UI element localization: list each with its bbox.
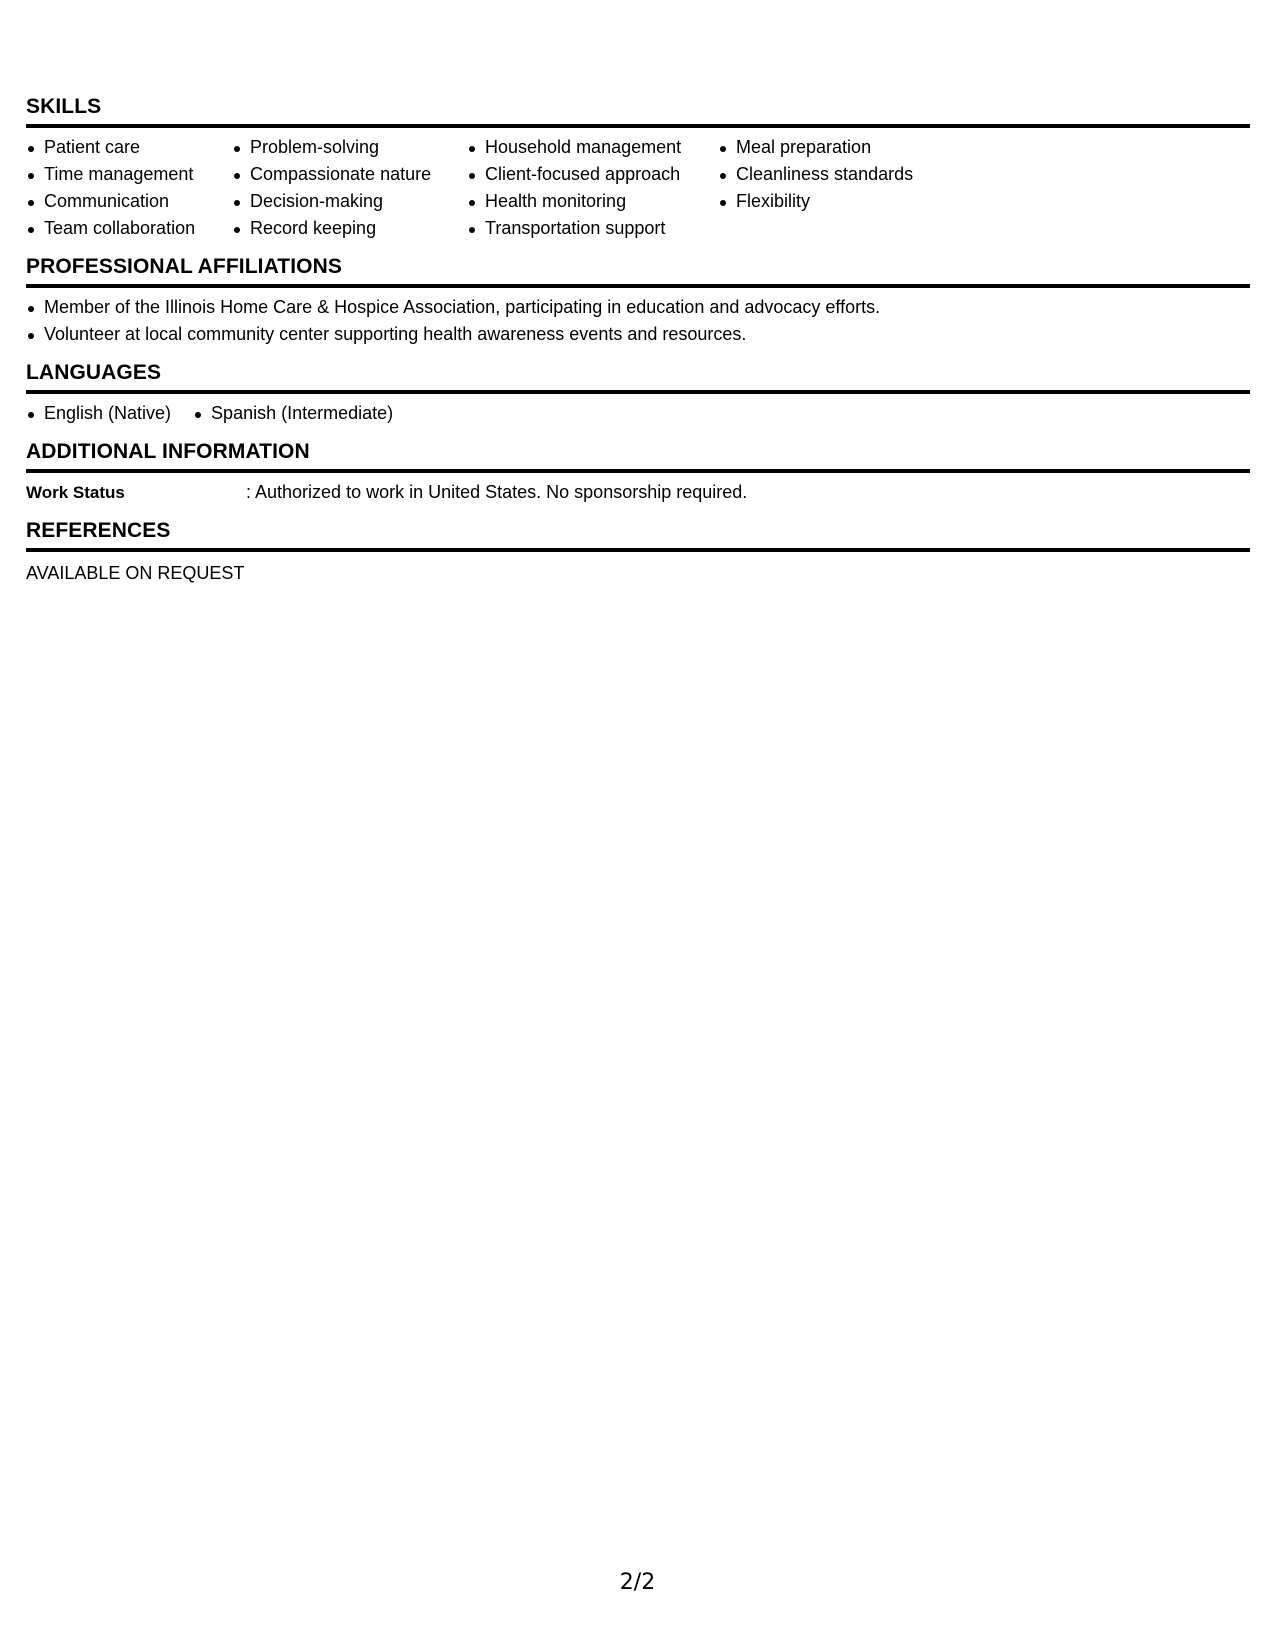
skill-item: Flexibility bbox=[718, 188, 978, 215]
skills-section bbox=[26, 92, 1250, 242]
skill-item: Decision-making bbox=[232, 188, 467, 215]
languages-list bbox=[26, 400, 1250, 427]
languages-section bbox=[26, 358, 1250, 427]
skills-column-3 bbox=[467, 134, 718, 242]
additional-info-section bbox=[26, 437, 1250, 506]
references-section bbox=[26, 516, 1250, 587]
skill-item: Communication bbox=[26, 188, 232, 215]
references-heading: REFERENCES bbox=[26, 516, 1250, 552]
skills-grid bbox=[26, 134, 1250, 242]
skill-item: Transportation support bbox=[467, 215, 718, 242]
page-number: 2/2 bbox=[619, 1570, 656, 1595]
references-text: AVAILABLE ON REQUEST bbox=[26, 563, 245, 583]
skill-item: Record keeping bbox=[232, 215, 467, 242]
skill-item: Compassionate nature bbox=[232, 161, 467, 188]
skills-column-4 bbox=[718, 134, 978, 242]
affiliations-heading: PROFESSIONAL AFFILIATIONS bbox=[26, 252, 1250, 288]
affiliations-section bbox=[26, 252, 1250, 348]
affiliations-list bbox=[26, 294, 1250, 348]
work-status-value: : Authorized to work in United States. No sponsorship required. bbox=[246, 482, 748, 502]
skill-item: Household management bbox=[467, 134, 718, 161]
affiliation-item: Volunteer at local community center supporting health awareness events and resources. bbox=[26, 321, 1250, 348]
skill-item: Time management bbox=[26, 161, 232, 188]
language-item: English (Native) bbox=[26, 400, 171, 427]
language-item: Spanish (Intermediate) bbox=[193, 400, 393, 427]
skills-column-2 bbox=[232, 134, 467, 242]
skill-item: Health monitoring bbox=[467, 188, 718, 215]
languages-heading: LANGUAGES bbox=[26, 358, 1250, 394]
skill-item: Problem-solving bbox=[232, 134, 467, 161]
skills-column-1 bbox=[26, 134, 232, 242]
additional-info-heading: ADDITIONAL INFORMATION bbox=[26, 437, 1250, 473]
skill-item: Cleanliness standards bbox=[718, 161, 978, 188]
skills-heading: SKILLS bbox=[26, 92, 1250, 128]
work-status-row bbox=[26, 479, 1250, 506]
skill-item: Team collaboration bbox=[26, 215, 232, 242]
affiliation-item: Member of the Illinois Home Care & Hospice Association, participating in education and advocacy efforts. bbox=[26, 294, 1250, 321]
resume-page bbox=[26, 92, 1250, 597]
skill-item: Meal preparation bbox=[718, 134, 978, 161]
skill-item: Patient care bbox=[26, 134, 232, 161]
work-status-label: Work Status bbox=[26, 483, 125, 502]
skill-item: Client-focused approach bbox=[467, 161, 718, 188]
